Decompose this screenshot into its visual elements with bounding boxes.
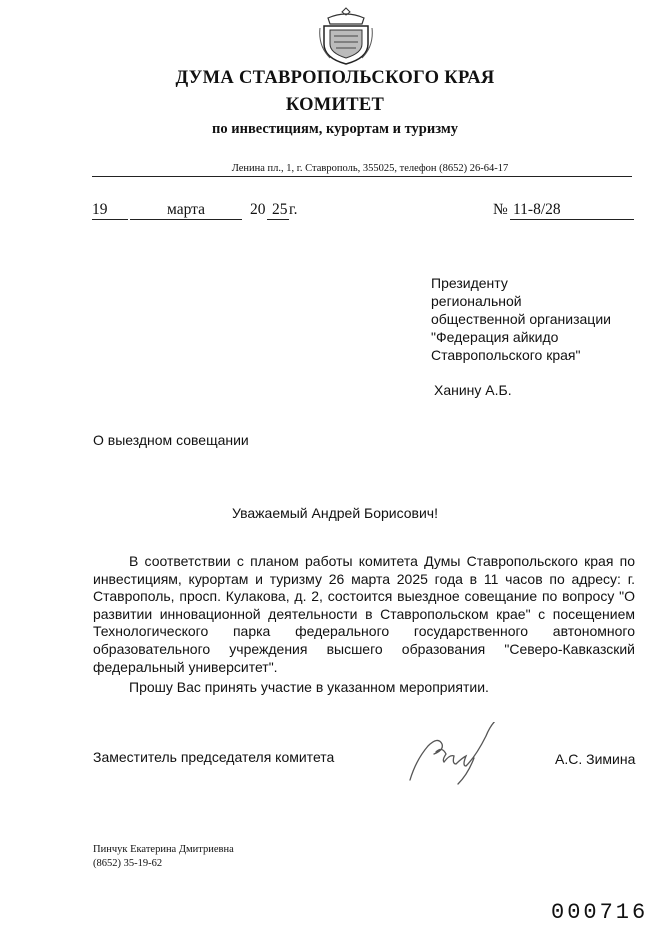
date-day: 19	[92, 201, 108, 218]
body-paragraph: В соответствии с планом работы комитета Думы Ставропольского края по инвестициям, курортам и туризму 26 марта 2025 года в 11 часов по адресу: г. Ставрополь, просп. Кулакова, д. 2, состоится выездное совещание по вопросу "О развитии инновационной деятельности в Ставропольском крае" с посещением Технологического парка федерального государственного автономного образовательного учреждения высшего образования "Северо-Кавказский федеральный университет".	[93, 553, 635, 675]
letter-subject: О выездном совещании	[93, 432, 249, 448]
document-number-underline	[510, 219, 634, 220]
date-month: марта	[167, 201, 205, 218]
recipient-name: Ханину А.Б.	[434, 382, 512, 398]
document-number-label: №	[493, 201, 508, 218]
date-month-underline	[130, 219, 242, 220]
organization-title: ДУМА СТАВРОПОЛЬСКОГО КРАЯ	[175, 68, 495, 88]
recipient-line: "Федерация айкидо	[431, 329, 559, 345]
header-address: Ленина пл., 1, г. Ставрополь, 355025, телефон (8652) 26-64-17	[231, 163, 509, 174]
letter-body	[93, 553, 635, 697]
header-divider	[92, 176, 632, 177]
body-paragraph: Прошу Вас принять участие в указанном мероприятии.	[129, 679, 489, 696]
date-year-prefix: 20	[250, 201, 266, 218]
letter-greeting: Уважаемый Андрей Борисович!	[232, 505, 438, 521]
recipient-line: общественной организации	[431, 311, 611, 327]
recipient-line: Президенту	[431, 275, 508, 291]
committee-subtitle: по инвестициям, курортам и туризму	[212, 121, 458, 137]
date-year-suffix: 25	[272, 201, 288, 218]
coat-of-arms-emblem	[318, 6, 374, 66]
signatory-position: Заместитель председателя комитета	[93, 749, 335, 765]
recipient-block	[431, 274, 651, 364]
date-day-underline	[92, 219, 128, 220]
serial-number: 000716	[551, 900, 649, 925]
handwritten-signature	[400, 722, 520, 790]
executor-block	[93, 843, 234, 871]
recipient-line: региональной	[431, 293, 522, 309]
signatory-name: А.С. Зимина	[555, 751, 636, 767]
executor-name: Пинчук Екатерина Дмитриевна	[93, 844, 234, 855]
date-year-underline	[267, 219, 289, 220]
recipient-line: Ставропольского края"	[431, 347, 581, 363]
document-number: 11-8/28	[513, 201, 561, 218]
committee-title: КОМИТЕТ	[285, 95, 385, 115]
date-year-abbr: г.	[289, 201, 298, 218]
executor-phone: (8652) 35-19-62	[93, 858, 163, 869]
